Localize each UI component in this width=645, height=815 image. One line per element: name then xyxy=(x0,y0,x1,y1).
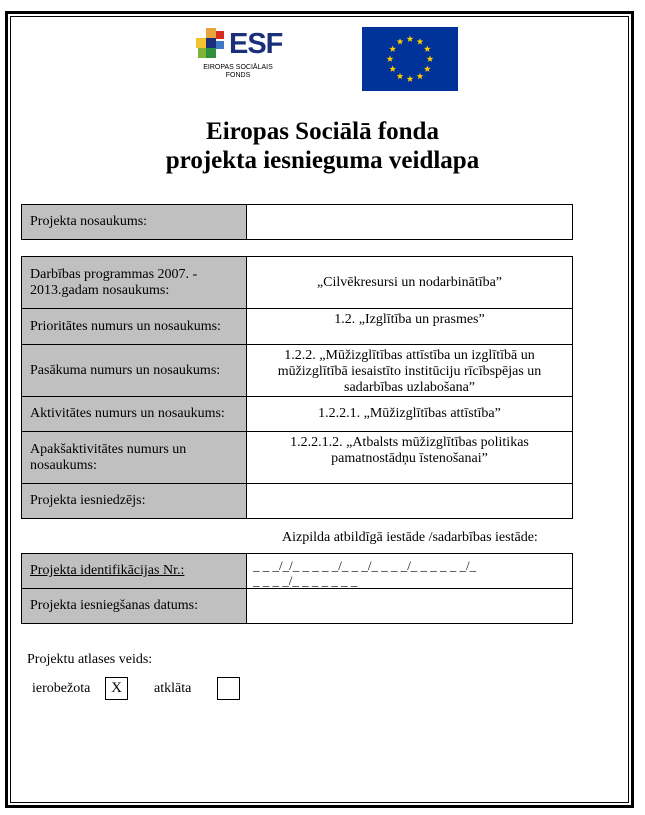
activity-value: 1.2.2.1. „Mūžizglītības attīstība” xyxy=(247,397,573,432)
table-row xyxy=(22,345,573,397)
identification-table xyxy=(21,553,573,624)
program-name-value: „Cilvēkresursi un nodarbinātība” xyxy=(247,257,573,309)
eu-flag-icon xyxy=(362,27,458,91)
authority-note: Aizpilda atbildīgā iestāde /sadarbības iestāde: xyxy=(282,530,538,545)
priority-label: Prioritātes numurs un nosaukums: xyxy=(22,309,247,345)
esf-logo xyxy=(196,28,283,84)
option-open-label: atklāta xyxy=(154,681,192,696)
table-row xyxy=(22,309,573,345)
selection-type-label: Projektu atlases veids: xyxy=(27,652,153,667)
subactivity-label: Apakšaktivitātes numurs un nosaukums: xyxy=(22,432,247,484)
program-table xyxy=(21,256,573,519)
project-name-table xyxy=(21,204,573,240)
option-limited-checkbox[interactable]: X xyxy=(105,677,128,700)
table-row xyxy=(22,432,573,484)
project-name-field[interactable] xyxy=(247,205,573,240)
table-row xyxy=(22,397,573,432)
table-row xyxy=(22,589,573,624)
applicant-field[interactable] xyxy=(247,484,573,519)
table-row xyxy=(22,257,573,309)
activity-label: Aktivitātes numurs un nosaukums: xyxy=(22,397,247,432)
project-name-label: Projekta nosaukums: xyxy=(22,205,247,240)
page-title: Eiropas Sociālā fonda projekta iesnieguma veidlapa xyxy=(165,118,480,174)
applicant-label: Projekta iesniedzējs: xyxy=(22,484,247,519)
subactivity-value: 1.2.2.1.2. „Atbalsts mūžizglītības politikas pamatnostādņu īstenošanai” xyxy=(247,432,573,484)
option-open-checkbox[interactable] xyxy=(217,677,240,700)
project-id-label: Projekta identifikācijas Nr.: xyxy=(22,554,247,589)
program-name-label: Darbības programmas 2007. - 2013.gadam nosaukums: xyxy=(22,257,247,309)
option-limited-label: ierobežota xyxy=(32,681,91,696)
priority-value: 1.2. „Izglītība un prasmes” xyxy=(247,309,573,345)
measure-value: 1.2.2. „Mūžizglītības attīstība un izglītībā un mūžizglītībā iesaistīto institūciju rīcībspējas un sadarbības uzlabošana” xyxy=(247,345,573,397)
measure-label: Pasākuma numurs un nosaukums: xyxy=(22,345,247,397)
table-row xyxy=(22,205,573,240)
esf-logo-word: ESF xyxy=(229,28,283,60)
submission-date-label: Projekta iesniegšanas datums: xyxy=(22,589,247,624)
table-row xyxy=(22,554,573,589)
project-id-field[interactable]: _ _ _/_/_ _ _ _ _/_ _ _/_ _ _ _/_ _ _ _ _ _/_ _ _ _ _/_ _ _ _ _ _ _ xyxy=(247,554,573,589)
esf-logo-subtitle: EIROPAS SOCIĀLAIS FONDS xyxy=(203,64,273,79)
submission-date-field[interactable] xyxy=(247,589,573,624)
esf-mark-icon xyxy=(196,28,226,60)
table-row xyxy=(22,484,573,519)
